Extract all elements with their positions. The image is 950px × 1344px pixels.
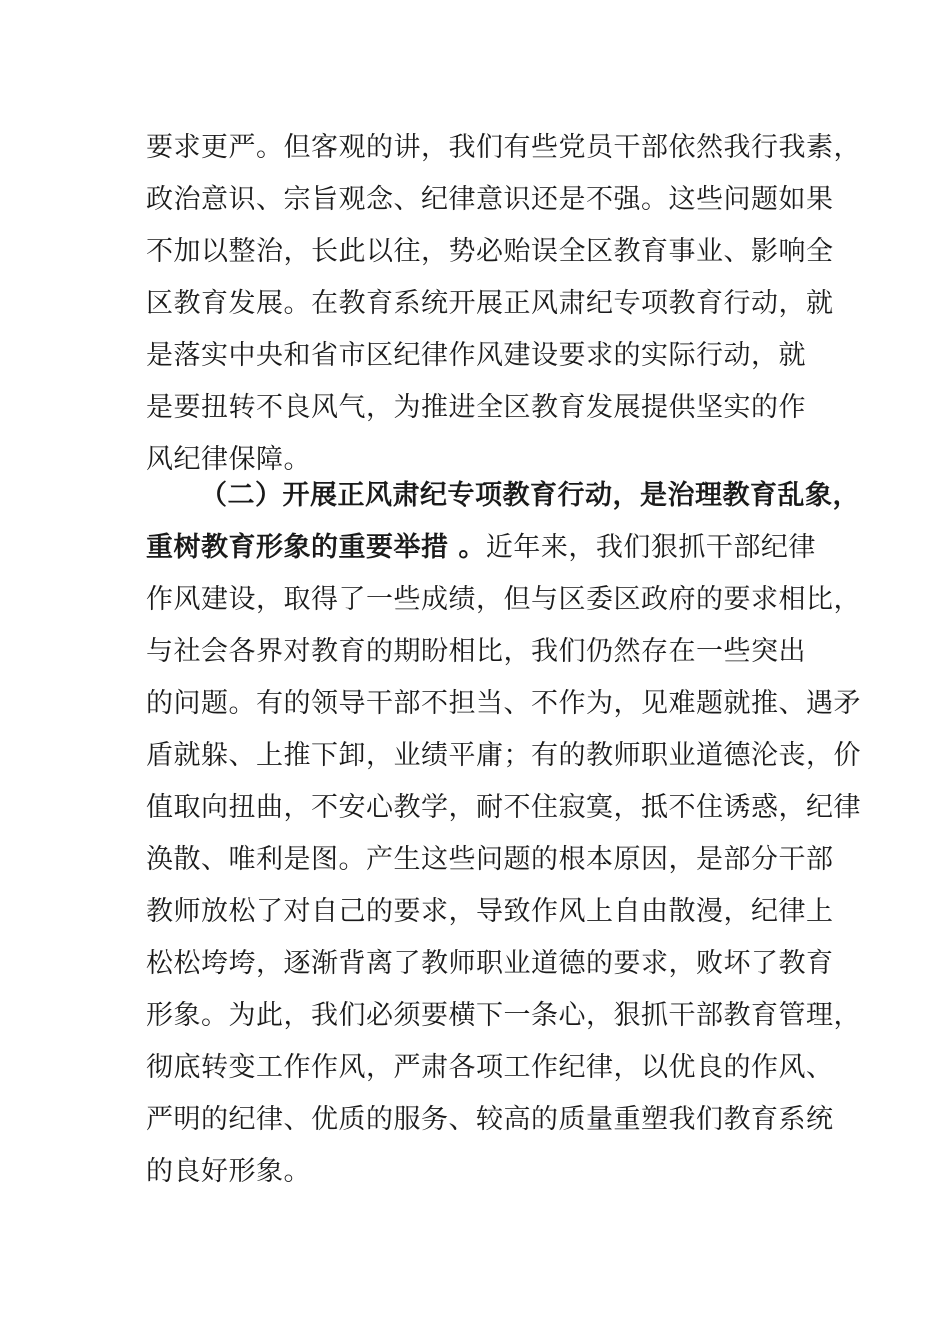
paragraph-2-line: [146, 522, 816, 574]
paragraph-1-line: 区教育发展。在教育系统开展正风肃纪专项教育行动，就: [146, 288, 834, 319]
paragraph-2-line: 形象。为此，我们必须要横下一条心，狠抓干部教育管理，: [146, 1000, 861, 1031]
paragraph-2-line: 值取向扭曲，不安心教学，耐不住寂寞，抵不住诱惑，纪律: [146, 792, 861, 823]
paragraph-1-line: 要求更严。但客观的讲，我们有些党员干部依然我行我素，: [146, 132, 861, 163]
paragraph-2-line: 与社会各界对教育的期盼相比，我们仍然存在一些突出: [146, 636, 806, 667]
paragraph-2-line: 彻底转变工作作风，严肃各项工作纪律，以优良的作风、: [146, 1052, 834, 1083]
paragraph-2-line: 严明的纪律、优质的服务、较高的质量重塑我们教育系统: [146, 1104, 834, 1135]
paragraph-1-line: 风纪律保障。: [146, 444, 311, 475]
paragraph-2-line: 教师放松了对自己的要求，导致作风上自由散漫，纪律上: [146, 896, 834, 927]
paragraph-1-line: 政治意识、宗旨观念、纪律意识还是不强。这些问题如果: [146, 184, 834, 215]
paragraph-1: [146, 122, 861, 486]
paragraph-1-line: 是落实中央和省市区纪律作风建设要求的实际行动，就: [146, 340, 806, 371]
paragraph-2-line: 的良好形象。: [146, 1156, 311, 1187]
paragraph-2-line: 涣散、唯利是图。产生这些问题的根本原因，是部分干部: [146, 844, 834, 875]
paragraph-2-line: 作风建设，取得了一些成绩，但与区委区政府的要求相比，: [146, 584, 861, 615]
paragraph-2-text: 近年来，我们狠抓干部纪律: [485, 532, 816, 563]
paragraph-2-line: 的问题。有的领导干部不担当、不作为，见难题就推、遇矛: [146, 688, 861, 719]
paragraph-2-line: 松松垮垮，逐渐背离了教师职业道德的要求，败坏了教育: [146, 948, 834, 979]
section-heading-end: 重树教育形象的重要举措 。: [146, 532, 486, 563]
paragraph-1-line: 是要扭转不良风气，为推进全区教育发展提供坚实的作: [146, 392, 806, 423]
section-heading-line: （二）开展正风肃纪专项教育行动，是治理教育乱象，: [200, 480, 860, 511]
paragraph-2: [146, 470, 861, 1198]
paragraph-2-line: 盾就躲、上推下卸，业绩平庸；有的教师职业道德沦丧，价: [146, 740, 861, 771]
paragraph-1-line: 不加以整治，长此以往，势必贻误全区教育事业、影响全: [146, 236, 834, 267]
